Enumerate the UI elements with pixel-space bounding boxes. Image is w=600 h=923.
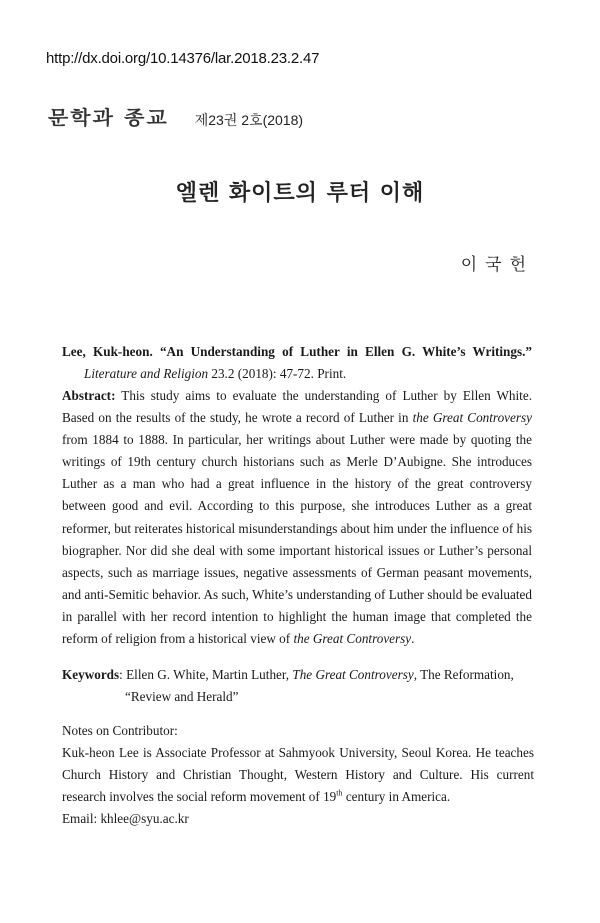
journal-logo: 문학과 종교 [48,107,169,129]
citation-journal-name: Literature and Religion [84,366,209,382]
keywords-line-1 [62,664,537,686]
abstract [62,385,532,650]
keywords-label: Keywords [62,667,120,682]
notes-text-2: century in America. [342,789,451,805]
abstract-italic-2: the Great Controversy [293,631,412,647]
notes-heading: Notes on Contributor: [62,723,178,738]
citation [62,341,532,385]
citation-journal-details: 23.2 (2018): 47-72. Print. [208,366,347,382]
abstract-label: Abstract: [62,388,116,403]
journal-issue: 제23권 2호(2018) [194,112,304,128]
doi-link[interactable]: http://dx.doi.org/10.14376/lar.2018.23.2.47 [46,50,320,67]
contributor-email[interactable]: Email: khlee@syu.ac.kr [62,811,189,827]
article-title: 엘렌 화이트의 루터 이해 [175,181,425,206]
journal-header [48,102,303,132]
keywords-text-1: : Ellen G. White, Martin Luther, [119,667,293,682]
contributor-notes [62,720,534,830]
citation-line-2 [62,363,532,385]
notes-body [62,742,534,808]
keywords-italic: The Great Controversy [292,667,414,682]
abstract-text-3: . [411,631,415,647]
keywords-text-2: , The Reformation, [413,667,514,682]
citation-line-1: Lee, Kuk-heon. “An Understanding of Luther in Ellen G. White’s Writings.” [62,344,532,359]
keywords-line-2: “Review and Herald” [125,689,239,705]
notes-superscript: th [336,788,343,798]
keywords [62,664,537,708]
abstract-italic-1: the Great Controversy [412,410,532,426]
notes-text-1: Kuk-heon Lee is Associate Professor at Sahmyook University, Seoul Korea. He teaches Church History and Christian Thought, Western History and Culture. His current research involves the social reform movement of 19 [62,745,534,805]
author-name-korean: 이국헌 [460,255,534,275]
abstract-text-1: This study aims to evaluate the understanding of Luther by Ellen White. Based on the results of the study, he wrote a record of Luther in [62,388,532,426]
abstract-text-2: from 1884 to 1888. In particular, her writings about Luther were made by quoting the writings of 19th century church historians such as Merle D’Aubigne. She introduces Luther as a man who had a great influence in the history of the great controversy between good and evil. According to this purpose, she introduces Luther as a great reformer, but reiterates historical misunderstandings about him under the influence of his biographer. Nor did she deal with some important historical issues or Luther’s personal aspects, such as marriage issues, negative assessments of German peasant movements, and anti-Semitic behavior. As such, White’s understanding of Luther should be evaluated in parallel with her record intention to highlight the human image that completed the reform of religion from a historical view of [62,432,532,647]
